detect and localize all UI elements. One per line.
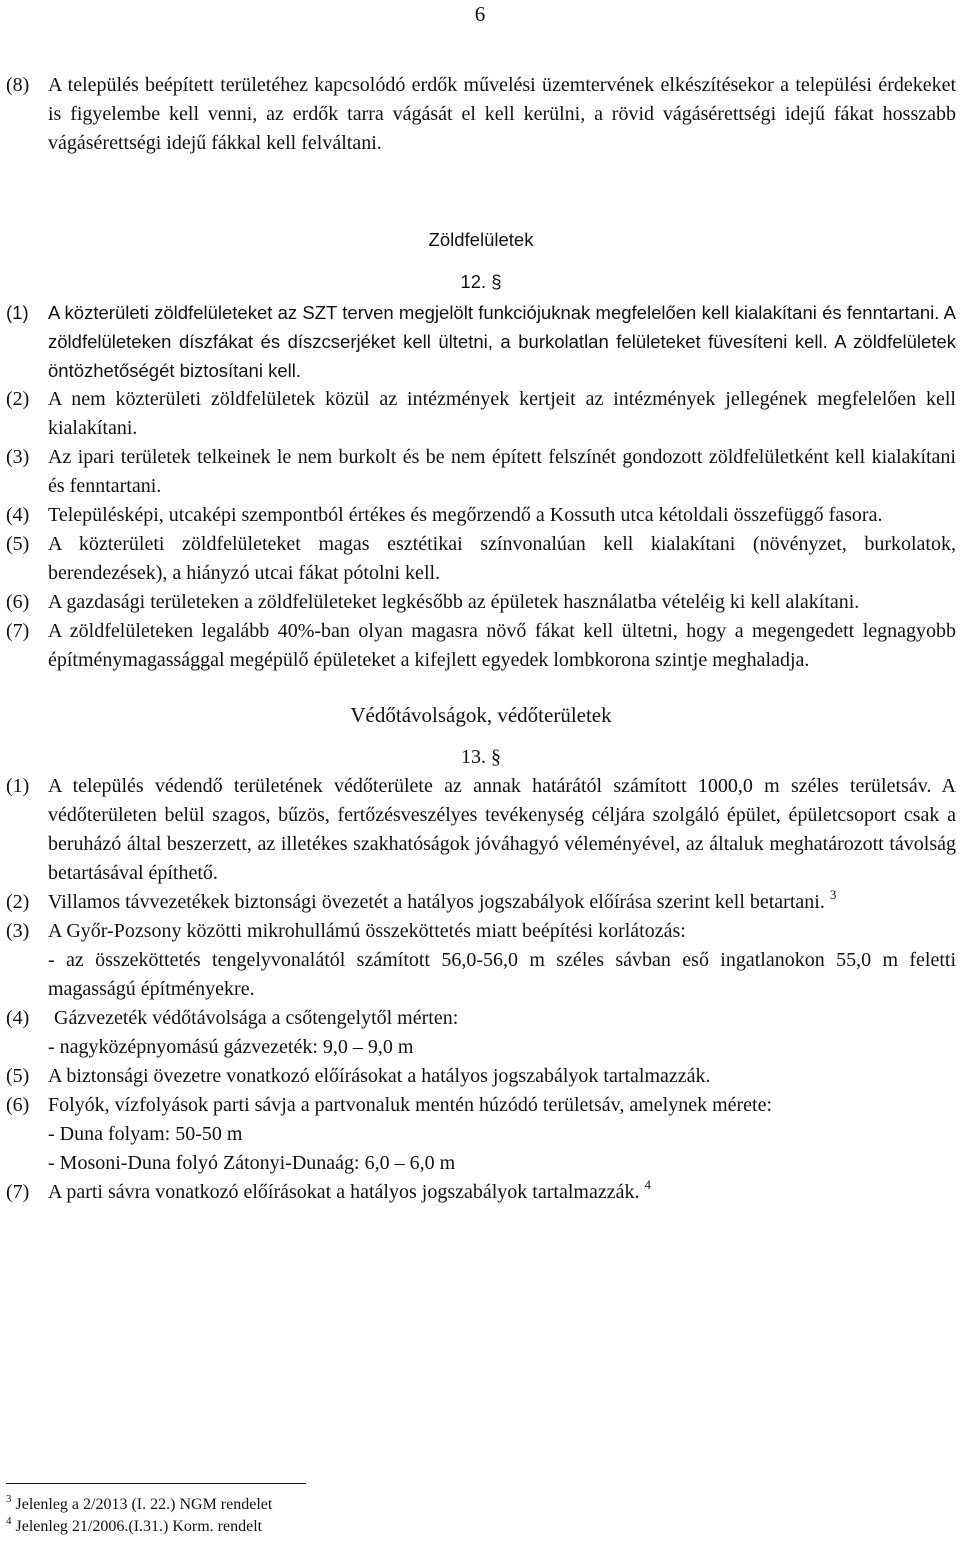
paragraph-8 bbox=[6, 71, 956, 158]
paragraph-number: (2) bbox=[6, 891, 30, 913]
paragraph-number: (3) bbox=[6, 920, 30, 942]
footnote-mark: 3 bbox=[6, 1493, 12, 1505]
paragraph-number: (7) bbox=[6, 620, 30, 642]
paragraph-number: (5) bbox=[6, 533, 30, 555]
s13-paragraph-7 bbox=[6, 1178, 956, 1207]
footnote-reference-3: 3 bbox=[829, 887, 837, 902]
s13-paragraph-6 bbox=[6, 1091, 956, 1178]
paragraph-text: Folyók, vízfolyások parti sávja a partvonaluk mentén húzódó területsáv, amelynek mérete: bbox=[48, 1094, 773, 1116]
s12-paragraph-2 bbox=[6, 385, 956, 443]
paragraph-number: (2) bbox=[6, 388, 30, 410]
paragraph-text: A gazdasági területeken a zöldfelületeket legkésőbb az épületek használatba vételéig ki kell alakítani. bbox=[48, 591, 860, 613]
footnote-4 bbox=[6, 1516, 956, 1538]
document-body bbox=[6, 71, 956, 1207]
paragraph-number: (3) bbox=[6, 446, 30, 468]
footnote-mark: 4 bbox=[6, 1515, 12, 1527]
paragraph-number: (8) bbox=[6, 74, 30, 96]
s12-paragraph-3 bbox=[6, 443, 956, 501]
paragraph-number: (6) bbox=[6, 591, 30, 613]
list-item: - nagyközépnyomású gázvezeték: 9,0 – 9,0 m bbox=[48, 1036, 414, 1058]
s13-paragraph-1 bbox=[6, 772, 956, 888]
list-item: - Mosoni-Duna folyó Zátonyi-Dunaág: 6,0 – 6,0 m bbox=[48, 1152, 456, 1174]
paragraph-text: A település beépített területéhez kapcsolódó erdők művelési üzemtervének elkészítésekor a települési érdekeket is figyelembe kell venni, az erdők tarra vágását el kell kerülni, a rövid vágásérettségi idejű fákat hosszabb vágásérettségi idejű fákkal kell felváltani. bbox=[48, 74, 956, 154]
footnote-reference-4: 4 bbox=[644, 1177, 651, 1192]
list-item: - Duna folyam: 50-50 m bbox=[48, 1123, 243, 1145]
s12-paragraph-6 bbox=[6, 588, 956, 617]
paragraph-text: A biztonsági övezetre vonatkozó előírásokat a hatályos jogszabályok tartalmazzák. bbox=[48, 1065, 711, 1087]
s13-paragraph-2 bbox=[6, 888, 956, 917]
paragraph-text: A település védendő területének védőterülete az annak határától számított 1000,0 m széles területsáv. A védőterületen belül szagos, bűzös, fertőzésveszélyes tevékenység céljára szolgáló épület, épületcsoport csak a beruházó által beszerzett, az illetékes szakhatóságok jóváhagyó véleményével, az általuk meghatározott távolság betartásával építhető. bbox=[48, 775, 956, 884]
paragraph-text: Villamos távvezetékek biztonsági övezetét a hatályos jogszabályok előírása szerint kell betartani. bbox=[48, 891, 825, 913]
paragraph-number: (1) bbox=[6, 775, 30, 797]
paragraph-number: (1) bbox=[6, 302, 29, 323]
paragraph-number: (6) bbox=[6, 1094, 30, 1116]
paragraph-text: Gázvezeték védőtávolsága a csőtengelytől mérten: bbox=[54, 1007, 459, 1029]
footnote-3 bbox=[6, 1494, 956, 1516]
page-number: 6 bbox=[474, 2, 486, 26]
s12-paragraph-4 bbox=[6, 501, 956, 530]
s12-paragraph-1 bbox=[6, 298, 956, 385]
paragraph-number: (7) bbox=[6, 1181, 30, 1203]
paragraph-number: (5) bbox=[6, 1065, 30, 1087]
s12-paragraph-7 bbox=[6, 617, 956, 675]
paragraph-number: (4) bbox=[6, 1007, 30, 1029]
section-number-13: 13. § bbox=[461, 746, 501, 768]
footnote-divider bbox=[6, 1483, 306, 1484]
s12-paragraph-5 bbox=[6, 530, 956, 588]
paragraph-text: A nem közterületi zöldfelületek közül az intézmények kertjeit az intézmények jellegének megfelelően kell kialakítani. bbox=[48, 388, 956, 439]
paragraph-text: A parti sávra vonatkozó előírásokat a hatályos jogszabályok tartalmazzák. bbox=[48, 1181, 640, 1203]
s13-paragraph-5 bbox=[6, 1062, 956, 1091]
footnote-text: Jelenleg 21/2006.(I.31.) Korm. rendelt bbox=[15, 1518, 263, 1535]
paragraph-text: A közterületi zöldfelületeket az SZT terven megjelölt funkciójuknak megfelelően kell kialakítani és fenntartani. A zöldfelületeken díszfákat és díszcserjéket kell ültetni, a burkolatlan felületeket füvesíteni kell. A zöldfelületek öntözhetőségét biztosítani kell. bbox=[48, 302, 956, 381]
footnotes bbox=[6, 1483, 956, 1538]
section-number-12: 12. § bbox=[460, 271, 502, 292]
footnote-text: Jelenleg a 2/2013 (I. 22.) NGM rendelet bbox=[15, 1496, 273, 1513]
paragraph-number: (4) bbox=[6, 504, 30, 526]
paragraph-text: A közterületi zöldfelületeket magas esztétikai színvonalúan kell kialakítani (növényzet, burkolatok, berendezések), a hiányzó utcai fákat pótolni kell. bbox=[48, 533, 956, 584]
section-heading-zoldfeluletek: Zöldfelületek bbox=[428, 229, 534, 250]
paragraph-text: A zöldfelületeken legalább 40%-ban olyan magasra növő fákat kell ültetni, hogy a megengedett legnagyobb építménymagassággal megépülő épületeket a kifejlett egyedek lombkorona szintje meghaladja. bbox=[48, 620, 956, 671]
s13-paragraph-4 bbox=[6, 1004, 956, 1062]
section-heading-vedotavolsagok: Védőtávolságok, védőterületek bbox=[350, 703, 612, 727]
paragraph-text: Településképi, utcaképi szempontból értékes és megőrzendő a Kossuth utca kétoldali összefüggő fasora. bbox=[48, 504, 883, 526]
s13-paragraph-3 bbox=[6, 917, 956, 1004]
paragraph-text: A Győr-Pozsony közötti mikrohullámú összeköttetés miatt beépítési korlátozás: bbox=[48, 920, 686, 942]
list-item: - az összeköttetés tengelyvonalától számított 56,0-56,0 m széles sávban eső ingatlanokon 55,0 m feletti magasságú építményekre. bbox=[48, 949, 956, 1000]
paragraph-text: Az ipari területek telkeinek le nem burkolt és be nem épített felszínét gondozott zöldfelületként kell kialakítani és fenntartani. bbox=[48, 446, 956, 497]
